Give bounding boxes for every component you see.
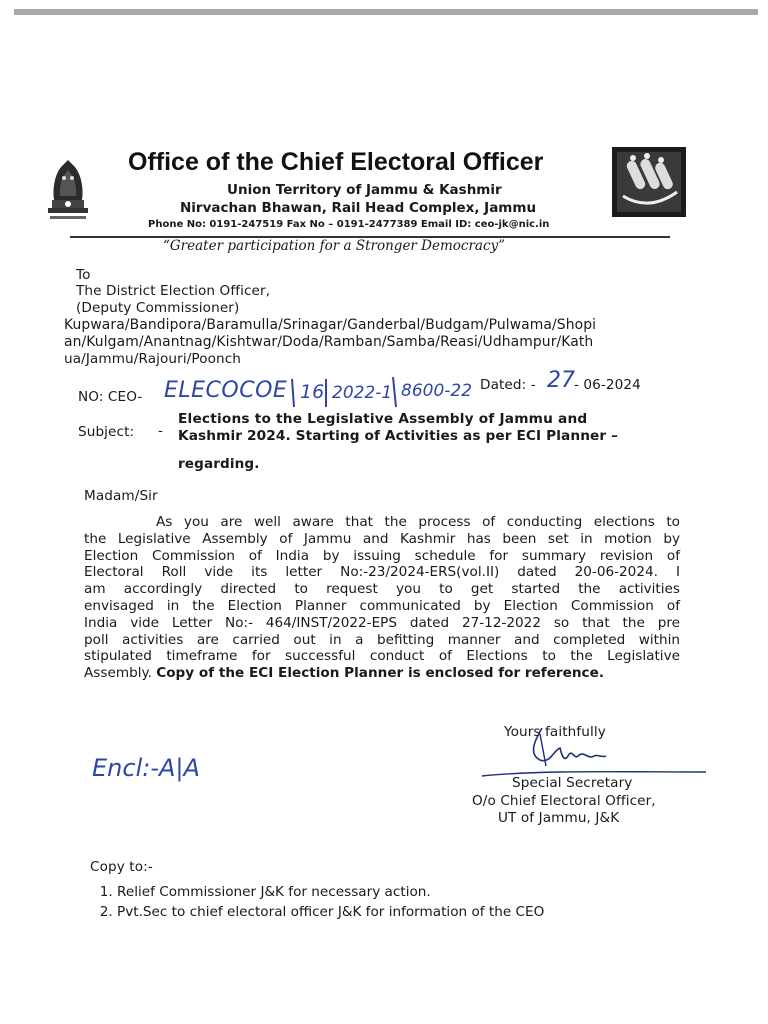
date-handwritten: 27: [547, 368, 575, 393]
body-line: poll activities are carried out in a befitting manner and completed within: [84, 631, 680, 648]
reference-handwritten-2: 16: [300, 381, 325, 403]
ink-stroke-1: [287, 378, 299, 408]
salutation: Madam/Sir: [84, 488, 158, 504]
reference-handwritten-3: 2022-1: [332, 383, 393, 403]
copy-to-list: [104, 882, 544, 922]
signatory-ut: UT of Jammu, J&K: [498, 810, 620, 826]
subject-line-2: Kashmir 2024. Starting of Activities as per ECI Planner –: [178, 428, 619, 444]
signatory-office: O/o Chief Electoral Officer,: [472, 793, 656, 809]
ut-subtitle: Union Territory of Jammu & Kashmir: [227, 182, 502, 198]
ink-stroke-2: [320, 378, 332, 408]
state-emblem-icon: [40, 150, 96, 222]
dated-label: Dated: -: [480, 377, 536, 393]
ink-stroke-3: [389, 376, 401, 408]
body-line: am accordingly directed to request you to get started the activities: [84, 581, 680, 598]
addressee-line-5: ua/Jammu/Rajouri/Poonch: [64, 351, 242, 367]
addressee-line-4: an/Kulgam/Anantnag/Kishtwar/Doda/Ramban/Samba/Reasi/Udhampur/Kath: [64, 334, 594, 350]
subject-label: Subject:: [78, 424, 135, 440]
addressee-line-2: (Deputy Commissioner): [76, 300, 240, 316]
body-line: Election Commission of India by issuing schedule for summary revision of: [84, 547, 680, 564]
reference-handwritten-1: ELECOCOE: [164, 378, 288, 403]
body-line: As you are well aware that the process of conducting elections to: [156, 514, 680, 530]
body-line: stipulated timeframe for successful conduct of Elections to the Legislative: [84, 648, 680, 665]
contact-line: Phone No: 0191-247519 Fax No – 0191-2477389 Email ID: ceo-jk@nic.in: [148, 219, 550, 230]
signatory-designation: Special Secretary: [512, 775, 633, 791]
subject-line-3: regarding.: [178, 456, 260, 472]
copy-to-item: 2. Pvt.Sec to chief electoral officer J&K for information of the CEO: [117, 902, 544, 922]
body-line-start: Assembly.: [84, 665, 152, 682]
body-line: India vide Letter No:- 464/INST/2022-EPS dated 27-12-2022 so that the pre: [84, 614, 680, 631]
body-line: envisaged in the Election Planner communicated by Election Commission of: [84, 597, 680, 614]
body-line-bold: Copy of the ECI Election Planner is enclosed for reference.: [156, 665, 604, 682]
subject-dash: -: [158, 423, 164, 439]
reference-no-label: NO: CEO-: [78, 389, 143, 405]
address-subtitle: Nirvachan Bhawan, Rail Head Complex, Jammu: [180, 200, 537, 216]
addressee-line-3: Kupwara/Bandipora/Baramulla/Srinagar/Ganderbal/Budgam/Pulwama/Shopi: [64, 317, 597, 333]
body-line: the Legislative Assembly of Jammu and Kashmir has been set in motion by: [84, 530, 680, 547]
enclosure-handwritten: Encl:-A|A: [92, 754, 200, 782]
date-suffix: - 06-2024: [574, 377, 641, 393]
body-line-last: [84, 665, 680, 682]
subject-line-1: Elections to the Legislative Assembly of Jammu and: [178, 411, 588, 427]
office-title: Office of the Chief Electoral Officer: [128, 148, 544, 176]
copy-to-label: Copy to:-: [90, 859, 153, 875]
yours-faithfully: Yours faithfully: [504, 724, 606, 740]
reference-handwritten-4: 8600-22: [401, 381, 473, 401]
eci-logo-icon: [611, 146, 687, 218]
body-line: Electoral Roll vide its letter No:-23/2024-ERS(vol.II) dated 20-06-2024. I: [84, 564, 680, 581]
addressee-line-1: The District Election Officer,: [76, 283, 271, 299]
to-label: To: [76, 267, 91, 283]
scan-top-edge: [14, 9, 758, 15]
copy-to-item: 1. Relief Commissioner J&K for necessary action.: [117, 882, 544, 902]
body-paragraph: [84, 514, 680, 682]
motto: “Greater participation for a Stronger Democracy”: [163, 238, 506, 254]
